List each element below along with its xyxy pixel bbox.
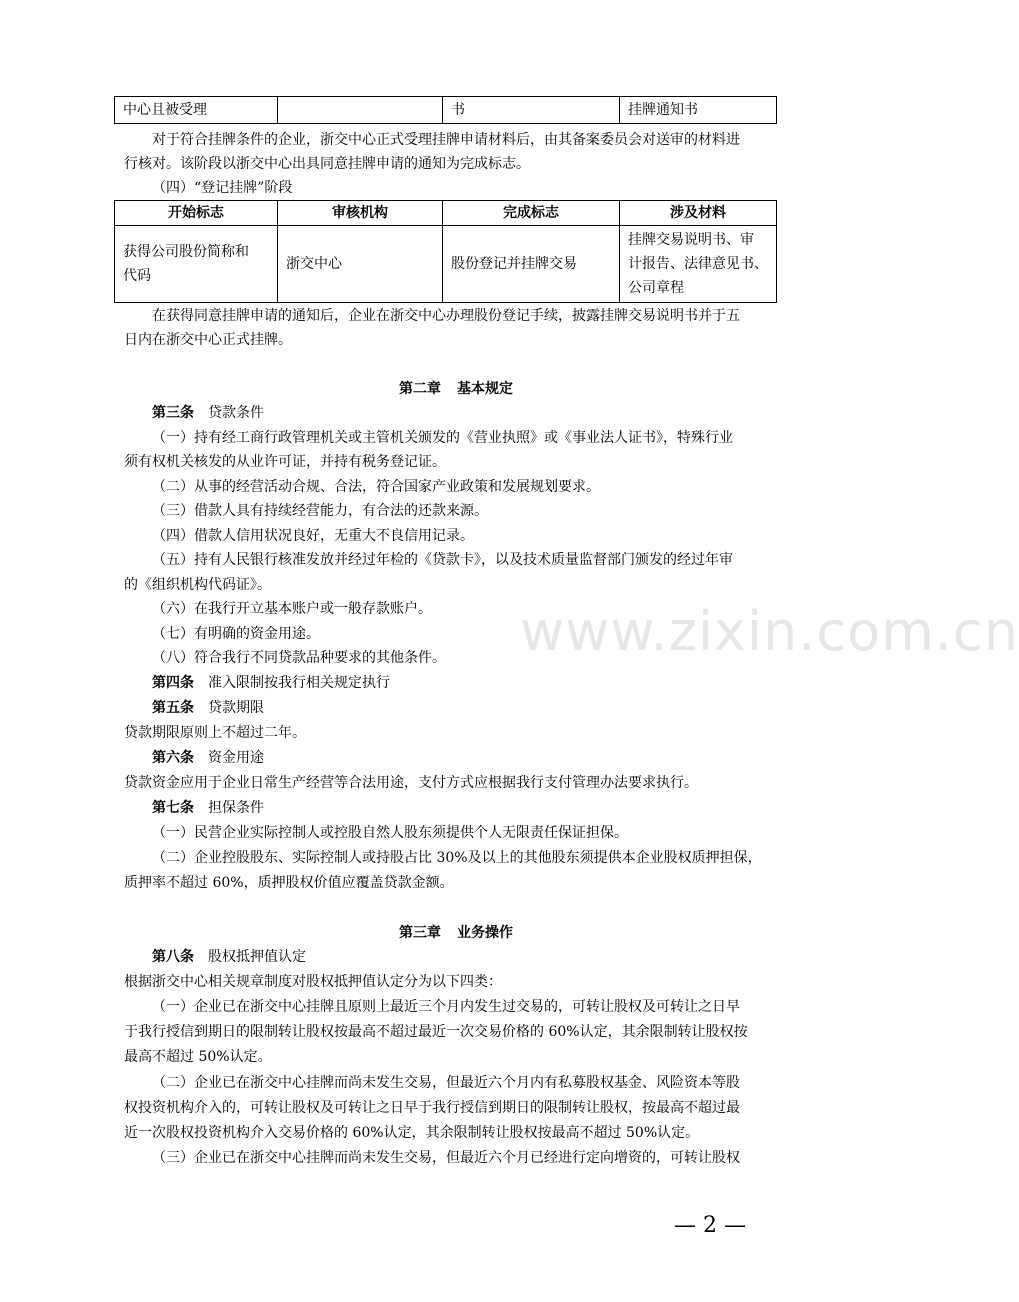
article-body: 根据浙交中心相关规章制度对股权抵押值认定分为以下四类：: [124, 974, 502, 990]
article-title: 资金用途: [208, 750, 264, 766]
table-cell: [115, 226, 278, 303]
list-item-continuation: 最高不超过 50%认定。: [124, 1049, 272, 1065]
article-heading: [152, 746, 816, 770]
paragraph-line: 日内在浙交中心正式挂牌。: [124, 332, 292, 348]
list-item: （八）符合我行不同贷款品种要求的其他条件。: [152, 650, 446, 666]
chapter-title: 基本规定: [457, 381, 513, 397]
article-label: 第八条: [152, 949, 194, 965]
article-heading: [152, 401, 816, 425]
cell-line: 获得公司股份简称和: [123, 244, 249, 260]
table-cell: [620, 226, 777, 303]
table-header-row: [115, 201, 777, 226]
table-row: [115, 97, 777, 124]
list-item: （四）借款人信用状况良好，无重大不良信用记录。: [152, 528, 474, 544]
article-heading: [152, 671, 816, 695]
cell-line: 计报告、法律意见书、: [628, 256, 768, 272]
paragraph-line: 对于符合挂牌条件的企业，浙交中心正式受理挂牌申请材料后，由其备案委员会对送审的材料进: [152, 132, 740, 148]
list-item: （七）有明确的资金用途。: [152, 626, 320, 642]
article-label: 第七条: [152, 800, 194, 816]
chapter-number: 第二章: [399, 381, 441, 397]
article-title: 贷款条件: [208, 405, 264, 421]
list-item: （六）在我行开立基本账户或一般存款账户。: [152, 601, 432, 617]
table-row: [115, 226, 777, 303]
page-number: — 2 —: [674, 1213, 746, 1238]
list-item-continuation: 于我行授信到期日的限制转让股权按最高不超过最近一次交易价格的 60%认定，其余限制转让股权按: [124, 1024, 748, 1040]
list-item: （二）企业已在浙交中心挂牌而尚未发生交易，但最近六个月内有私募股权基金、风险资本等股: [152, 1075, 740, 1091]
stage3-table: [114, 96, 777, 124]
list-item: （三）借款人具有持续经营能力，有合法的还款来源。: [152, 503, 488, 519]
table-cell: 中心且被受理: [115, 97, 278, 124]
section-heading: （四）“登记挂牌”阶段: [152, 180, 293, 196]
article-body: 贷款资金应用于企业日常生产经营等合法用途，支付方式应根据我行支付管理办法要求执行。: [124, 775, 698, 791]
article-title: 股权抵押值认定: [208, 949, 306, 965]
list-item-continuation: 近一次股权投资机构介入交易价格的 60%认定，其余限制转让股权按最高不超过 50%认定。: [124, 1125, 700, 1141]
article-title: 担保条件: [208, 800, 264, 816]
list-item-continuation: 须有权机关核发的从业许可证，并持有税务登记证。: [124, 454, 446, 470]
cell-line: 公司章程: [628, 280, 684, 296]
article-body: 贷款期限原则上不超过二年。: [124, 725, 306, 741]
paragraph-line: 在获得同意挂牌申请的通知后，企业在浙交中心办理股份登记手续，披露挂牌交易说明书并于五: [152, 308, 740, 324]
stage4-table: [114, 200, 777, 303]
article-title: 贷款期限: [208, 700, 264, 716]
cell-line: 代码: [123, 268, 151, 284]
table-cell: [278, 97, 443, 124]
list-item: （一）民营企业实际控制人或控股自然人股东须提供个人无限责任保证担保。: [152, 825, 628, 841]
article-heading: [152, 796, 816, 820]
chapter-heading: [124, 377, 788, 401]
list-item: （二）企业控股股东、实际控制人或持股占比 30%及以上的其他股东须提供本企业股权质押担保，: [152, 850, 762, 866]
column-header: 完成标志: [443, 201, 620, 226]
chapter-number: 第三章: [399, 925, 441, 941]
column-header: 审核机构: [278, 201, 443, 226]
list-item: （二）从事的经营活动合规、合法，符合国家产业政策和发展规划要求。: [152, 479, 600, 495]
chapter-title: 业务操作: [457, 925, 513, 941]
list-item-continuation: 质押率不超过 60%，质押股权价值应覆盖贷款金额。: [124, 875, 454, 891]
list-item: （三）企业已在浙交中心挂牌而尚未发生交易，但最近六个月已经进行定向增资的，可转让股权: [152, 1150, 740, 1166]
article-heading: [152, 945, 816, 969]
article-label: 第六条: [152, 750, 194, 766]
article-heading: [152, 696, 816, 720]
column-header: 涉及材料: [620, 201, 777, 226]
list-item: （五）持有人民银行核准发放并经过年检的《贷款卡》，以及技术质量监督部门颁发的经过年审: [152, 552, 733, 568]
cell-line: 挂牌交易说明书、审: [628, 232, 754, 248]
table-cell: 挂牌通知书: [620, 97, 777, 124]
paragraph-line: 行核对。该阶段以浙交中心出具同意挂牌申请的通知为完成标志。: [124, 156, 530, 172]
column-header: 开始标志: [115, 201, 278, 226]
article-title: 准入限制按我行相关规定执行: [208, 675, 390, 691]
list-item-continuation: 权投资机构介入的，可转让股权及可转让之日早于我行授信到期日的限制转让股权，按最高不超过最: [124, 1100, 740, 1116]
list-item-continuation: 的《组织机构代码证》。: [124, 577, 271, 593]
article-label: 第五条: [152, 700, 194, 716]
table-cell: 浙交中心: [278, 226, 443, 303]
chapter-heading: [124, 921, 788, 945]
list-item: （一）持有经工商行政管理机关或主管机关颁发的《营业执照》或《事业法人证书》，特殊行业: [152, 430, 733, 446]
table-cell: 股份登记并挂牌交易: [443, 226, 620, 303]
table-cell: 书: [443, 97, 620, 124]
article-label: 第四条: [152, 675, 194, 691]
article-label: 第三条: [152, 405, 194, 421]
list-item: （一）企业已在浙交中心挂牌且原则上最近三个月内发生过交易的，可转让股权及可转让之日早: [152, 999, 740, 1015]
watermark: www.zixin.com.cn: [520, 600, 1019, 663]
